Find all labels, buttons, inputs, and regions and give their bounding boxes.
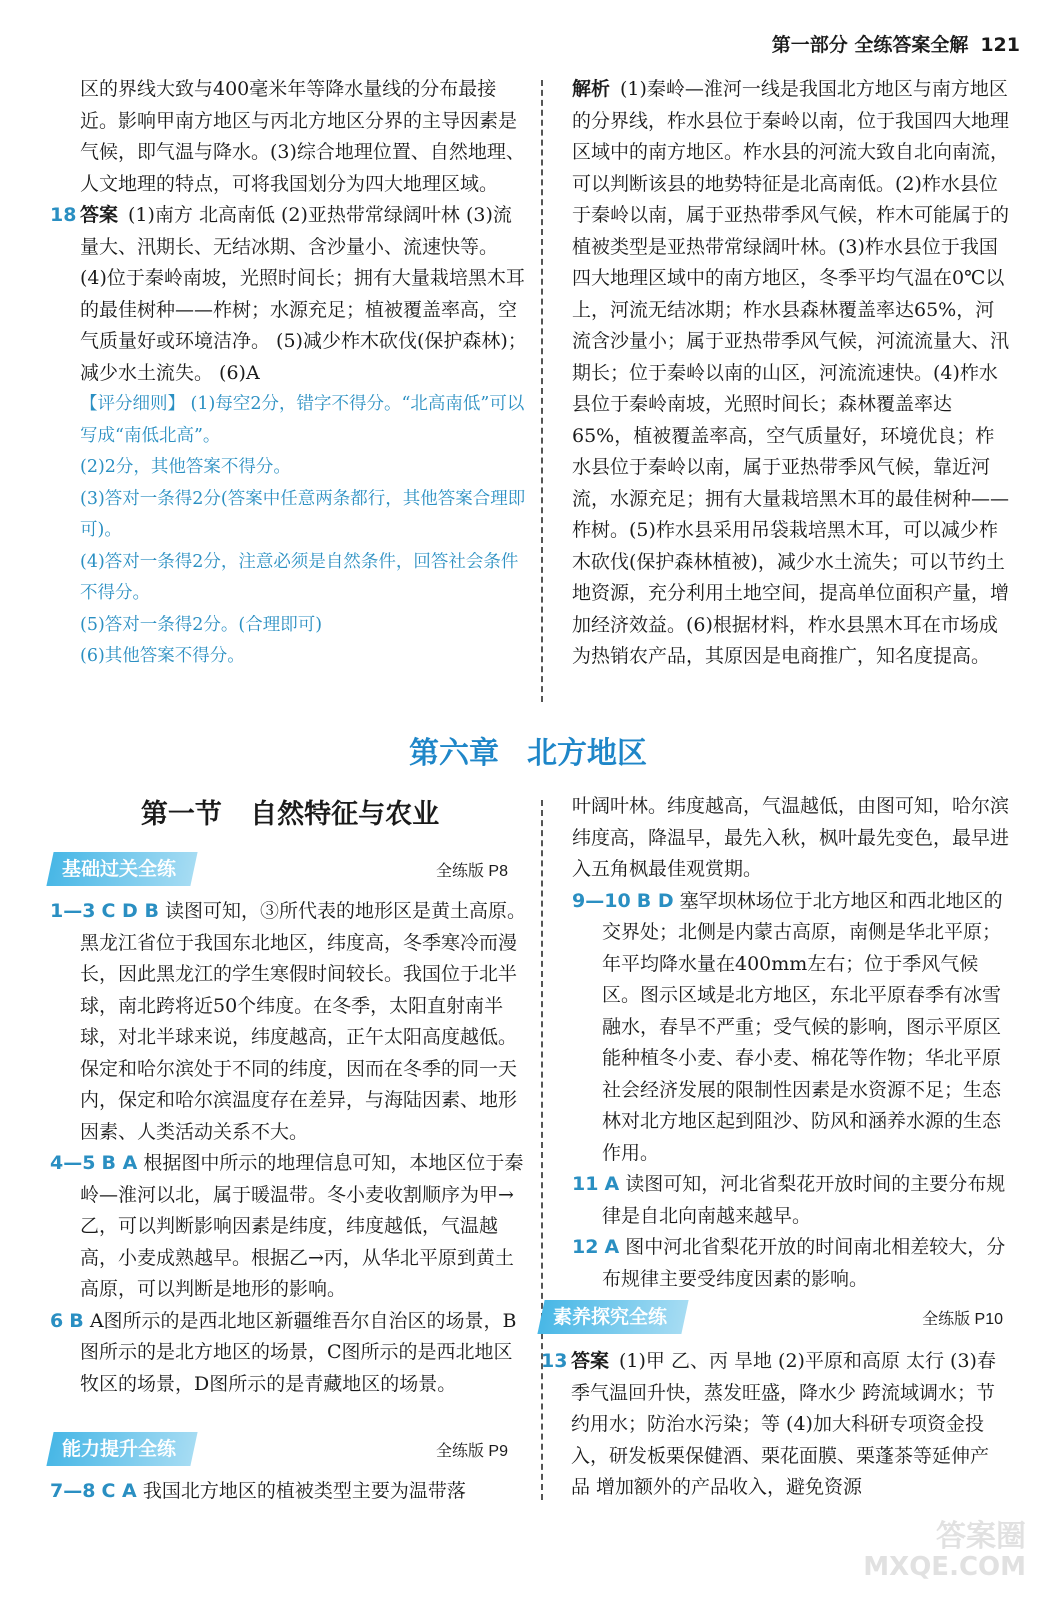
question-13: 13 答案 (1)甲 乙、丙 旱地 (2)平原和高原 太行 (3)春季气温回升快，蒸发旺盛，降水少 跨流域调水；节约用水；防治水污染；等 (4)加大科研专项资金投入，研发板栗保健酒、栗花面膜、栗蓬茶等延伸产品 增加额外的产品收入，避免资源 xyxy=(541,1350,996,1498)
bottom-left-column xyxy=(50,896,530,1400)
answer-letters: A xyxy=(604,1173,620,1195)
banner-literacy xyxy=(541,1300,1003,1334)
question-11: 11 A 读图可知，河北省梨花开放时间的主要分布规律是自北向南越来越早。 xyxy=(572,1173,1006,1227)
answer-text: (1)南方 北高南低 (2)亚热带常绿阔叶林 (3)流量大、汛期长、无结冰期、含沙量小、流速快等。 (4)位于秦岭南坡，光照时间长；拥有大量栽培黑木耳的最佳树种——柞树；水源充足；植被覆盖率高，空气质量好或环境洁净。 (5)减少柞木砍伐(保护森林)；减少水土流失。 (6)A xyxy=(80,204,527,384)
question-7-8: 7—8 C A 我国北方地区的植被类型主要为温带落 xyxy=(50,1480,466,1502)
banner-tag: 素养探究全练 xyxy=(537,1300,688,1334)
answer-letters: B A xyxy=(101,1152,138,1174)
question-number: 18 xyxy=(50,204,77,226)
section-title xyxy=(50,792,530,831)
banner-ability xyxy=(50,1432,508,1466)
top-left-column xyxy=(50,74,530,673)
question-18 xyxy=(50,200,530,389)
analysis-label: 解析 xyxy=(572,78,611,100)
question-9-10: 9—10 B D 塞罕坝林场位于北方地区和西北地区的交界处；北侧是内蒙古高原，南侧是华北平原；年平均降水量在400mm左右；位于季风气候区。图示区域是北方地区，东北平原春季有冰雪融水，春旱不严重；受气候的影响，图示平原区能种植冬小麦、春小麦、棉花等作物；华北平原社会经济发展的限制性因素是水资源不足；生态林对北方地区起到阻沙、防风和涵养水源的生态作用。 xyxy=(572,889,1003,1164)
analysis-text: (1)秦岭—淮河一线是我国北方地区与南方地区的分界线，柞水县位于秦岭以南，位于我国四大地理区域中的南方地区。柞水县的河流大致自北向南流，可以判断该县的地势特征是北高南低。(2)柞水县位于秦岭以南，属于亚热带季风气候，柞木可能属于的植被类型是亚热带常绿阔叶林。(3)柞水县位于我国四大地理区域中的南方地区，冬季平均气温在0℃以上，河流无结冰期；柞水县森林覆盖率达65%，河流含沙量小；属于亚热带季风气候，河流流量大、汛期长；位于秦岭以南的山区，河流流速快。(4)柞水县位于秦岭南坡，光照时间长；森林覆盖率达65%，植被覆盖率高，空气质量好，环境优良；柞水县位于秦岭以南，属于亚热带季风气候，靠近河流，水源充足；拥有大量栽培黑木耳的最佳树种——柞树。(5)柞水县采用吊袋栽培黑木耳，可以减少柞木砍伐(保护森林植被)，减少水土流失；可以节约土地资源，充分利用土地空间，提高单位面积产量，增加经济效益。(6)根据材料，柞水县黑木耳在市场成为热销农产品，其原因是电商推广，知名度提高。 xyxy=(572,78,1010,667)
banner-tag: 能力提升全练 xyxy=(46,1432,197,1466)
banner-tag: 基础过关全练 xyxy=(46,852,197,886)
section-number: 第一节 xyxy=(140,799,222,830)
banner-ref: 全练版 P8 xyxy=(435,863,508,880)
header-part: 第一部分 全练答案全解 xyxy=(771,34,969,56)
question-1-3: 1—3 C D B 读图可知，③所代表的地形区是黄土高原。黑龙江省位于我国东北地区，纬度高，冬季寒冷而漫长，因此黑龙江的学生寒假时间较长。我国位于北半球，南北跨将近50个纬度。在冬季，太阳直射南半球，对北半球来说，纬度越高，正午太阳高度越低。保定和哈尔滨处于不同的纬度，因而在冬季的同一天内，保定和哈尔滨温度存在差异，与海陆因素、地形因素、人类活动关系不大。 xyxy=(50,900,526,1143)
question-6: 6 B A图所示的是西北地区新疆维吾尔自治区的场景，B图所示的是北方地区的场景，C图所示的是西北地区牧区的场景，D图所示的是青藏地区的场景。 xyxy=(50,1309,517,1395)
grading-line: (4)答对一条得2分，注意必须是自然条件，回答社会条件不得分。 xyxy=(80,551,519,603)
continuation-text: 区的界线大致与400毫米年等降水量线的分布最接近。影响甲南方地区与丙北方地区分界的主导因素是气候，即气温与降水。(3)综合地理位置、自然地理、人文地理的特点，可将我国划分为四大地理区域。 xyxy=(80,78,525,195)
grading-line: 【评分细则】 (1)每空2分，错字不得分。“北高南低”可以写成“南低北高”。 xyxy=(80,394,525,446)
answer-letters: C D B xyxy=(101,900,159,922)
answer-letters: B D xyxy=(636,889,674,912)
chapter-title xyxy=(0,728,1056,772)
answer-letters: A xyxy=(604,1236,620,1258)
page-header xyxy=(772,30,1020,57)
banner-ref: 全练版 P10 xyxy=(922,1311,1003,1328)
column-divider-top xyxy=(541,80,543,702)
answer-letters: B xyxy=(69,1309,84,1332)
banner-ref: 全练版 P9 xyxy=(435,1443,508,1460)
grading-line: (6)其他答案不得分。 xyxy=(80,646,245,666)
answer-label: 答案 xyxy=(571,1350,610,1372)
page-number: 121 xyxy=(980,34,1020,56)
grading-line: (3)答对一条得2分(答案中任意两条都行，其他答案合理即可)。 xyxy=(80,488,526,540)
analysis-paragraph xyxy=(572,74,1010,673)
grading-details xyxy=(50,389,530,673)
bottom-left-column-2 xyxy=(50,1476,530,1508)
chapter-number: 第六章 xyxy=(409,736,499,771)
top-right-column xyxy=(572,74,1010,673)
chapter-name: 北方地区 xyxy=(527,736,647,771)
banner-basic xyxy=(50,852,508,886)
answer-letters: C A xyxy=(101,1480,137,1502)
watermark-logo: 答案圈 MXQE.COM xyxy=(863,1519,1026,1582)
grading-line: (2)2分，其他答案不得分。 xyxy=(80,457,291,477)
question-12: 12 A 图中河北省梨花开放的时间南北相差较大，分布规律主要受纬度因素的影响。 xyxy=(572,1236,1006,1290)
grading-line: (5)答对一条得2分。(合理即可) xyxy=(80,614,323,635)
section-name: 自然特征与农业 xyxy=(250,799,440,830)
continuation-text: 叶阔叶林。纬度越高，气温越低，由图可知，哈尔滨纬度高，降温早，最先入秋，枫叶最先变色，最早进入五角枫最佳观赏期。 xyxy=(572,795,1010,880)
bottom-right-column-2 xyxy=(541,1346,1003,1504)
bottom-right-column xyxy=(572,791,1010,1295)
answer-label: 答案 xyxy=(80,204,119,226)
question-4-5: 4—5 B A 根据图中所示的地理信息可知，本地区位于秦岭—淮河以北，属于暖温带。冬小麦收割顺序为甲→乙，可以判断影响因素是纬度，纬度越低，气温越高，小麦成熟越早。根据乙→丙，从华北平原到黄土高原，可以判断是地形的影响。 xyxy=(50,1152,524,1300)
